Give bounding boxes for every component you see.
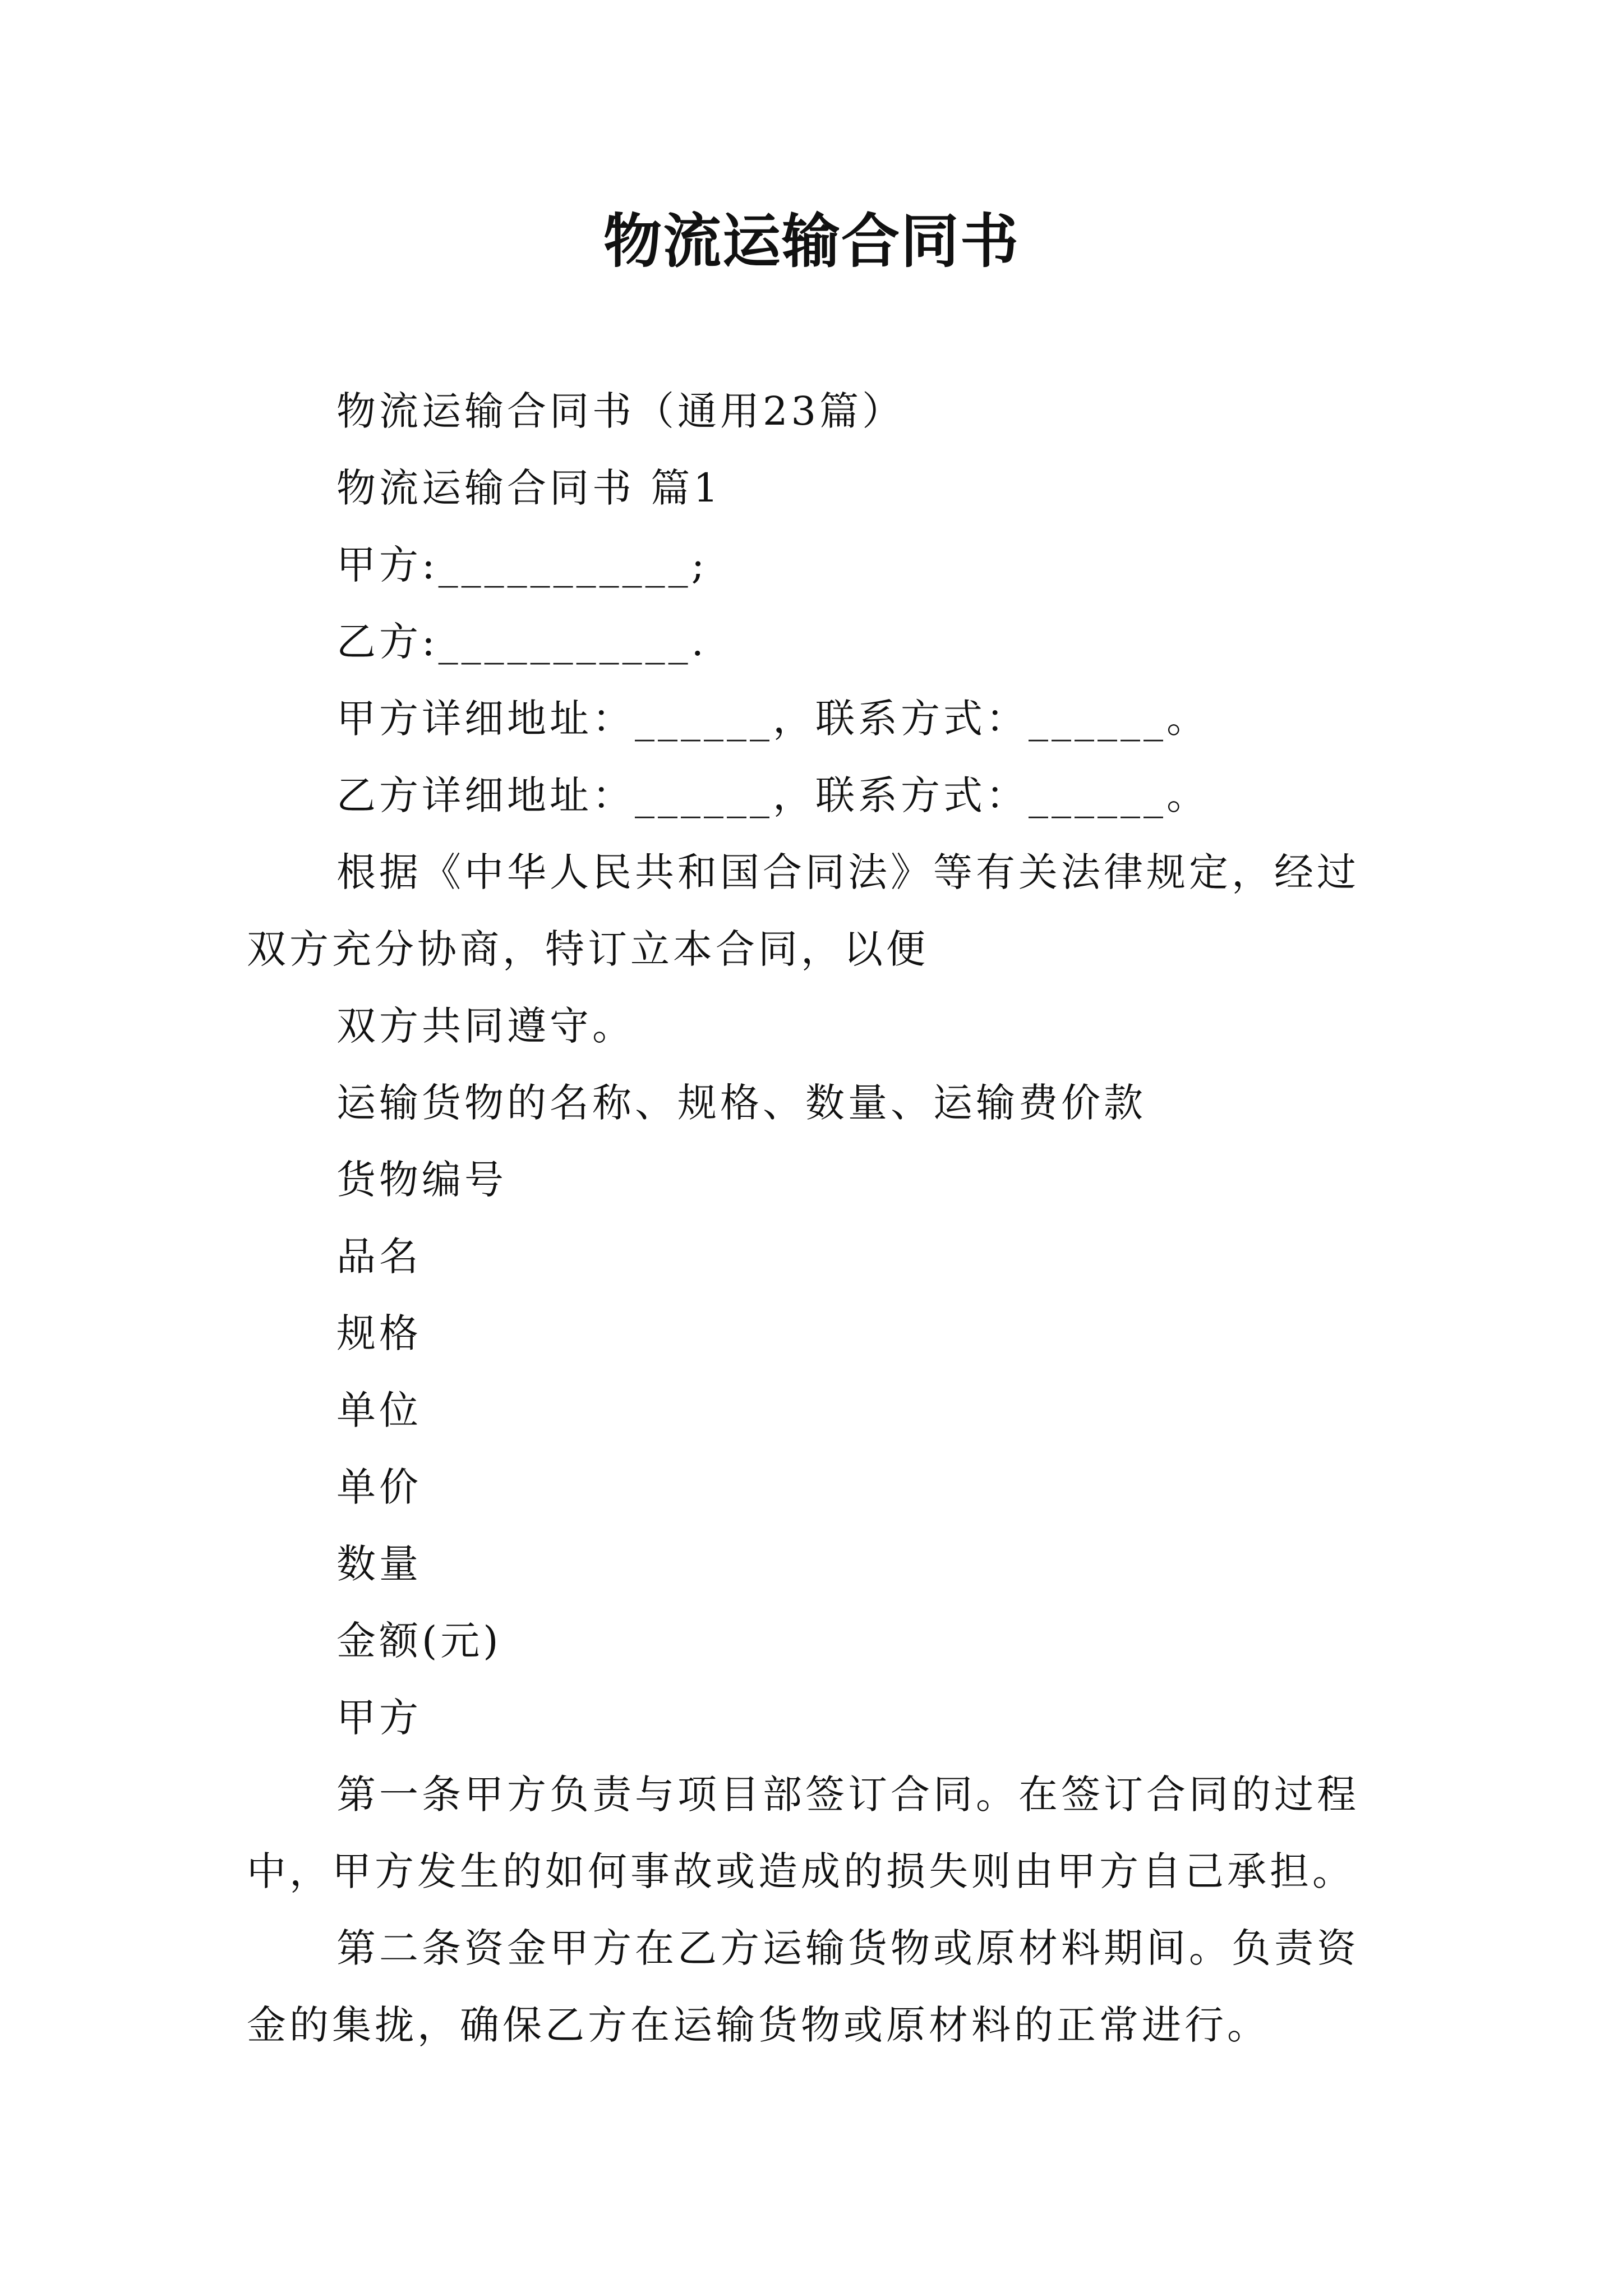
goods-field-unit: 单位 bbox=[336, 1387, 422, 1433]
document-title: 物流运输合同书 bbox=[603, 207, 1020, 275]
goods-field-spec: 规格 bbox=[336, 1310, 422, 1356]
preamble-line-3: 双方共同遵守。 bbox=[336, 1003, 635, 1049]
document-body bbox=[247, 373, 1391, 2064]
article-2-line-2: 金的集拢，确保乙方在运输货物或原材料的正常进行。 bbox=[247, 2002, 1270, 2048]
party-a-heading: 甲方 bbox=[336, 1695, 422, 1741]
article-1-line-2: 中，甲方发生的如何事故或造成的损失则由甲方自己承担。 bbox=[247, 1848, 1355, 1894]
goods-field-number: 货物编号 bbox=[336, 1157, 507, 1203]
preamble-line-1: 根据《中华人民共和国合同法》等有关法律规定，经过 bbox=[336, 849, 1359, 895]
goods-field-amount: 金额(元) bbox=[336, 1618, 502, 1664]
article-1-line-1: 第一条甲方负责与项目部签订合同。在签订合同的过程 bbox=[336, 1772, 1359, 1818]
goods-field-quantity: 数量 bbox=[336, 1541, 422, 1587]
subtitle-line: 物流运输合同书（通用23篇） bbox=[336, 388, 905, 434]
article-2-line-1: 第二条资金甲方在乙方运输货物或原材料期间。负责资 bbox=[336, 1925, 1359, 1971]
goods-heading: 运输货物的名称、规格、数量、运输费价款 bbox=[336, 1080, 1146, 1126]
preamble-line-2: 双方充分协商，特订立本合同，以便 bbox=[247, 926, 929, 972]
goods-field-unit-price: 单价 bbox=[336, 1464, 422, 1510]
party-a-line: 甲方:___________; bbox=[336, 542, 708, 588]
goods-field-name: 品名 bbox=[336, 1234, 422, 1280]
section-heading: 物流运输合同书 篇1 bbox=[336, 465, 722, 511]
party-b-address-line: 乙方详细地址：______，联系方式：______。 bbox=[336, 772, 1209, 818]
party-a-address-line: 甲方详细地址：______，联系方式：______。 bbox=[336, 696, 1209, 742]
party-b-line: 乙方:___________. bbox=[336, 619, 707, 665]
